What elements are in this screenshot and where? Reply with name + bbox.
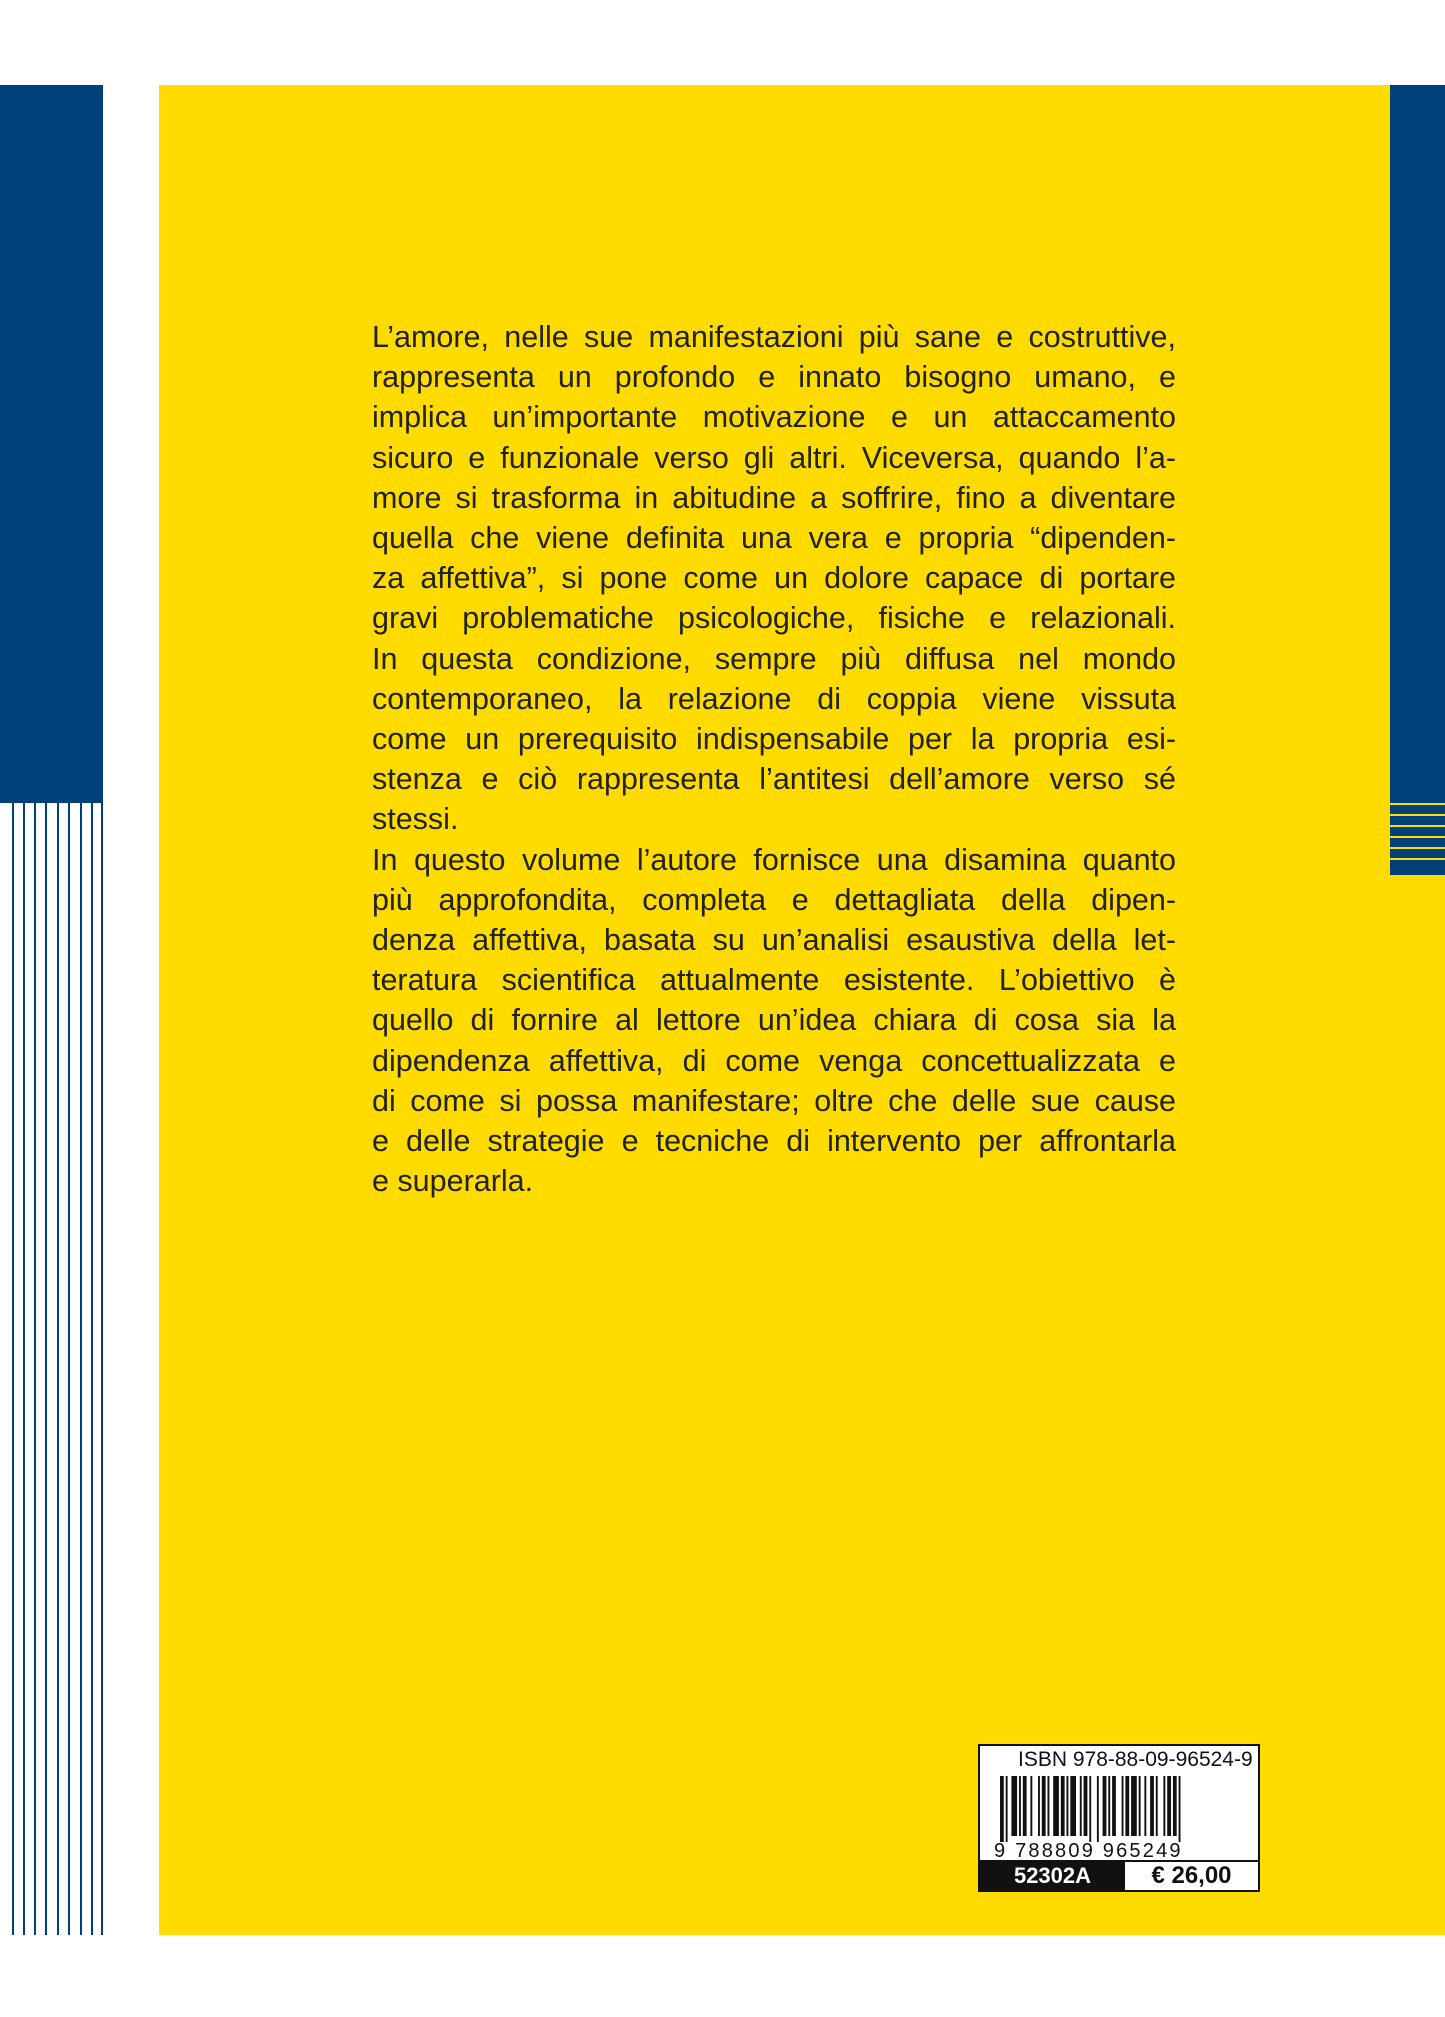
blurb-line: In questo volume l’autore fornisce una disamina quanto	[372, 842, 1176, 877]
back-cover-blurb	[372, 317, 1176, 1201]
barcode-bar	[1042, 1776, 1046, 1836]
barcode-bar	[1108, 1776, 1110, 1836]
stripe-line	[1390, 836, 1445, 838]
blurb-line: rappresenta un profondo e innato bisogno umano, e	[372, 360, 1176, 395]
stripe-line	[68, 803, 70, 1935]
blurb-line: gravi problematiche psicologiche, fisiche e relazionali.	[372, 601, 1176, 636]
barcode-bar	[1163, 1776, 1165, 1836]
barcode-bar	[1112, 1776, 1116, 1836]
blurb-paragraph-2	[372, 840, 1176, 1202]
blurb-line: di come si possa manifestare; oltre che delle sue cause	[372, 1083, 1176, 1118]
barcode-bar	[1048, 1776, 1050, 1836]
barcode-digits: 9 788809 965249	[994, 1840, 1183, 1862]
left-blue-band	[0, 85, 103, 803]
blurb-line: more si trasforma in abitudine a soffrire, fino a diventare	[372, 480, 1176, 515]
blurb-line: sicuro e funzionale verso gli altri. Viceversa, quando l’a-	[372, 440, 1176, 475]
blurb-line: contemporaneo, la relazione di coppia viene vissuta	[372, 681, 1176, 716]
stripe-line	[1390, 847, 1445, 849]
blurb-line: stenza e ciò rappresenta l’antitesi dell’amore verso sé	[372, 762, 1176, 797]
blurb-paragraph-1	[372, 317, 1176, 840]
product-code: 52302A	[980, 1862, 1125, 1890]
barcode-icon	[1000, 1776, 1240, 1842]
barcode-bar	[1103, 1776, 1107, 1836]
right-blue-band	[1390, 85, 1445, 875]
barcode-bar	[1167, 1776, 1171, 1836]
barcode-bar	[1144, 1776, 1146, 1836]
price-label: € 26,00	[1125, 1862, 1258, 1890]
blurb-line: e delle strategie e tecniche di intervento per affrontarla	[372, 1124, 1176, 1159]
barcode-bar	[1038, 1776, 1040, 1836]
barcode-bar	[1084, 1776, 1088, 1836]
blurb-line: quella che viene definita una vera e propria “dipenden-	[372, 521, 1176, 556]
blurb-line: In questa condizione, sempre più diffusa nel mondo	[372, 641, 1176, 676]
barcode-bar	[1089, 1776, 1091, 1842]
stripe-line	[12, 803, 14, 1935]
stripe-line	[1390, 858, 1445, 860]
barcode-bar	[1179, 1776, 1181, 1842]
barcode-bar	[1139, 1776, 1141, 1836]
blurb-line: denza affettiva, basata su un’analisi esaustiva della let-	[372, 923, 1176, 958]
barcode-bar	[1061, 1776, 1065, 1836]
stripe-line	[91, 803, 93, 1935]
barcode-bar	[1150, 1776, 1154, 1836]
barcode-bar	[1097, 1776, 1099, 1842]
blurb-line: L’amore, nelle sue manifestazioni più sane e costruttive,	[372, 320, 1176, 354]
blurb-line: teratura scientifica attualmente esistente. L’obiettivo è	[372, 963, 1176, 998]
blurb-line: stessi.	[372, 802, 459, 837]
barcode-bar	[1173, 1776, 1177, 1836]
blurb-line: dipendenza affettiva, di come venga concettualizzata e	[372, 1043, 1176, 1078]
book-back-cover	[0, 85, 1445, 1935]
barcode-bar	[1070, 1776, 1076, 1836]
stripe-line	[45, 803, 47, 1935]
isbn-barcode-box	[978, 1744, 1260, 1892]
barcode-bar	[1000, 1776, 1004, 1842]
blurb-line: quello di fornire al lettore un’idea chiara di cosa sia la	[372, 1003, 1176, 1038]
stripe-line	[34, 803, 36, 1935]
barcode-bar	[1156, 1776, 1158, 1836]
barcode-bar	[1011, 1776, 1017, 1836]
code-price-row	[980, 1860, 1258, 1890]
barcode-bar	[1067, 1776, 1069, 1836]
white-spine-gap	[103, 85, 159, 1935]
barcode-bar	[1080, 1776, 1082, 1836]
barcode-bar	[1023, 1776, 1027, 1836]
right-yellow-edge	[1390, 875, 1445, 1935]
barcode-bar	[1006, 1776, 1008, 1842]
barcode-bar	[1019, 1776, 1021, 1836]
stripe-line	[23, 803, 25, 1935]
blurb-line: come un prerequisito indispensabile per la propria esi-	[372, 722, 1176, 757]
barcode-bar	[1125, 1776, 1129, 1836]
barcode-bar	[1030, 1776, 1032, 1836]
stripe-line	[1390, 803, 1445, 805]
blurb-line: più approfondita, completa e dettagliata della dipen-	[372, 882, 1176, 917]
stripe-line	[80, 803, 82, 1935]
left-vertical-stripes	[0, 803, 103, 1935]
blurb-line: implica un’importante motivazione e un attaccamento	[372, 400, 1176, 435]
stripe-line	[57, 803, 59, 1935]
barcode-bar	[1122, 1776, 1124, 1836]
barcode-bar	[1053, 1776, 1059, 1836]
isbn-label: ISBN 978-88-09-96524-9	[1018, 1748, 1253, 1771]
stripe-line	[1390, 825, 1445, 827]
blurb-line: e superarla.	[372, 1164, 534, 1199]
barcode-bar	[1131, 1776, 1137, 1836]
blurb-line: za affettiva”, si pone come un dolore capace di portare	[372, 561, 1176, 596]
stripe-line	[1390, 814, 1445, 816]
